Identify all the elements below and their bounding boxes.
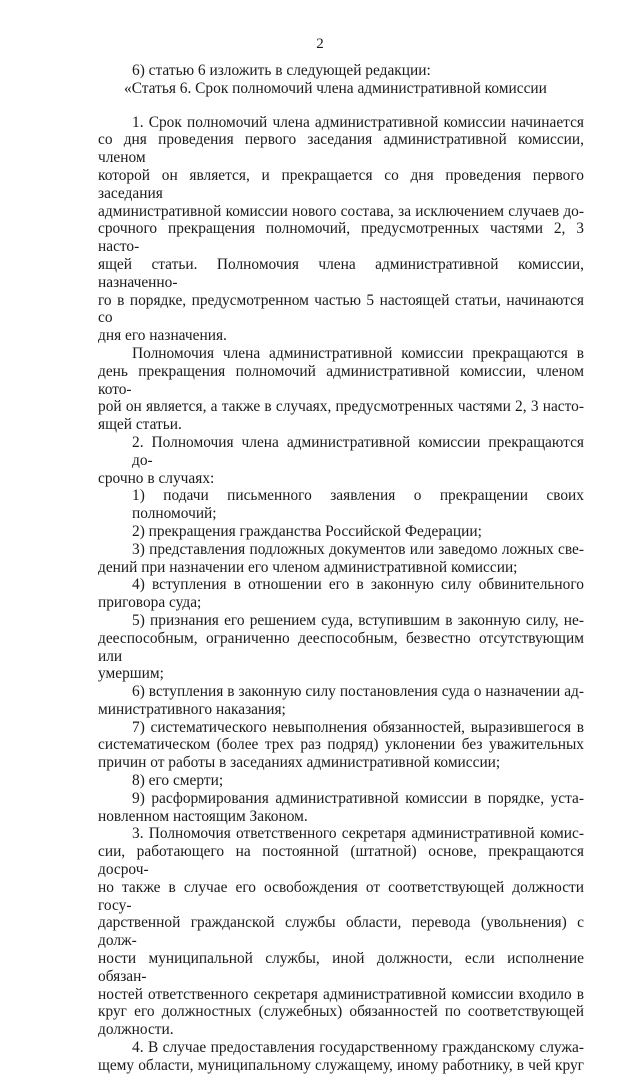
paragraph-line: должности. bbox=[98, 1021, 174, 1039]
paragraph-line: дарственной гражданской службы области, перевода (увольнения) с долж- bbox=[98, 914, 584, 950]
paragraph-2 bbox=[98, 434, 584, 487]
paragraph-line: го в порядке, предусмотренном частью 5 настоящей статьи, начинаются со bbox=[98, 291, 584, 327]
paragraph-line: Полномочия члена административной комиссии прекращаются в bbox=[132, 344, 584, 362]
list-item-line: новленном настоящим Законом. bbox=[98, 807, 308, 825]
paragraph-line: щему области, муниципальному служащему, иному работнику, в чей круг bbox=[98, 1056, 584, 1074]
paragraph-line: круг его должностных (служебных) обязанностей по соответствующей bbox=[98, 1003, 584, 1021]
list-item-line: 6) вступления в законную силу постановления суда о назначении ад- bbox=[132, 683, 584, 701]
paragraph-4 bbox=[98, 1039, 584, 1075]
list-item bbox=[98, 487, 584, 523]
list-item-line: 5) признания его решением суда, вступившим в законную силу, не- bbox=[132, 611, 584, 629]
paragraph-line: дня его назначения. bbox=[98, 327, 227, 345]
paragraph-line: но также в случае его освобождения от соответствующей должности госу- bbox=[98, 878, 584, 914]
paragraph-1 bbox=[98, 114, 584, 345]
list-item bbox=[98, 683, 584, 719]
list-item-line: причин от работы в заседаниях административной комиссии; bbox=[98, 754, 501, 772]
list-item-line: министративного наказания; bbox=[98, 700, 286, 718]
intro-line: 6) статью 6 изложить в следующей редакции: bbox=[132, 62, 431, 79]
paragraph-line: 3. Полномочия ответственного секретаря административной комис- bbox=[132, 825, 584, 843]
list-item-line: приговора суда; bbox=[98, 594, 202, 612]
intro-block bbox=[98, 62, 584, 98]
paragraph-line: 4. В случае предоставления государственному гражданскому служа- bbox=[132, 1039, 584, 1057]
list-item bbox=[98, 541, 584, 577]
paragraph-3 bbox=[98, 825, 584, 1039]
list-item-line: 8) его смерти; bbox=[132, 772, 224, 790]
list-item bbox=[98, 719, 584, 772]
article-heading: «Статья 6. Срок полномочий члена административной комиссии bbox=[124, 79, 547, 97]
list-item-line: 4) вступления в отношении его в законную силу обвинительного bbox=[132, 576, 584, 594]
list-item-line: 1) подачи письменного заявления о прекращении своих полномочий; bbox=[132, 487, 584, 523]
paragraph-line: административной комиссии нового состава, за исключением случаев до- bbox=[98, 202, 584, 220]
list-item bbox=[98, 612, 584, 683]
list-item-line: систематическом (более трех раз подряд) уклонении без уважительных bbox=[98, 736, 584, 754]
paragraph-line: ностей ответственного секретаря административной комиссии входило в bbox=[98, 985, 584, 1003]
paragraph-line: срочно в случаях: bbox=[98, 469, 215, 487]
list-item-line: 2) прекращения гражданства Российской Федерации; bbox=[132, 522, 482, 540]
early-termination-list bbox=[98, 487, 584, 825]
list-item-line: дееспособным, ограниченно дееспособным, безвестно отсутствующим или bbox=[98, 629, 584, 665]
list-item bbox=[98, 772, 584, 790]
list-item bbox=[98, 576, 584, 612]
list-item bbox=[98, 523, 584, 541]
paragraph-line: 1. Срок полномочий члена административной комиссии начинается bbox=[132, 113, 584, 131]
list-item-line: 3) представления подложных документов или заведомо ложных све- bbox=[132, 540, 584, 558]
page-number: 2 bbox=[316, 36, 324, 52]
paragraph-line: день прекращения полномочий административной комиссии, членом кото- bbox=[98, 362, 584, 398]
paragraph-line: со дня проведения первого заседания административной комиссии, членом bbox=[98, 131, 584, 167]
list-item-line: 7) систематического невыполнения обязанностей, выразившегося в bbox=[132, 718, 584, 736]
paragraph-line: рой он является, а также в случаях, предусмотренных частями 2, 3 насто- bbox=[98, 398, 584, 416]
paragraph-line: ящей статьи. bbox=[98, 416, 182, 434]
paragraph-1-continued bbox=[98, 345, 584, 434]
paragraph-line: 2. Полномочия члена административной комиссии прекращаются до- bbox=[132, 433, 584, 469]
list-item-line: умершим; bbox=[98, 665, 164, 683]
paragraph-line: которой он является, и прекращается со дня проведения первого заседания bbox=[98, 166, 584, 202]
paragraph-line: сии, работающего на постоянной (штатной) основе, прекращаются досроч- bbox=[98, 843, 584, 879]
paragraph-line: ящей статьи. Полномочия члена административной комиссии, назначенно- bbox=[98, 255, 584, 291]
paragraph-line: ности муниципальной службы, иной должности, если исполнение обязан- bbox=[98, 950, 584, 985]
list-item-line: дений при назначении его членом административной комиссии; bbox=[98, 558, 518, 576]
paragraph-line: срочного прекращения полномочий, предусмотренных частями 2, 3 насто- bbox=[98, 220, 584, 256]
list-item-line: 9) расформирования административной комиссии в порядке, уста- bbox=[132, 789, 584, 807]
list-item bbox=[98, 790, 584, 826]
document-body bbox=[98, 62, 584, 1075]
